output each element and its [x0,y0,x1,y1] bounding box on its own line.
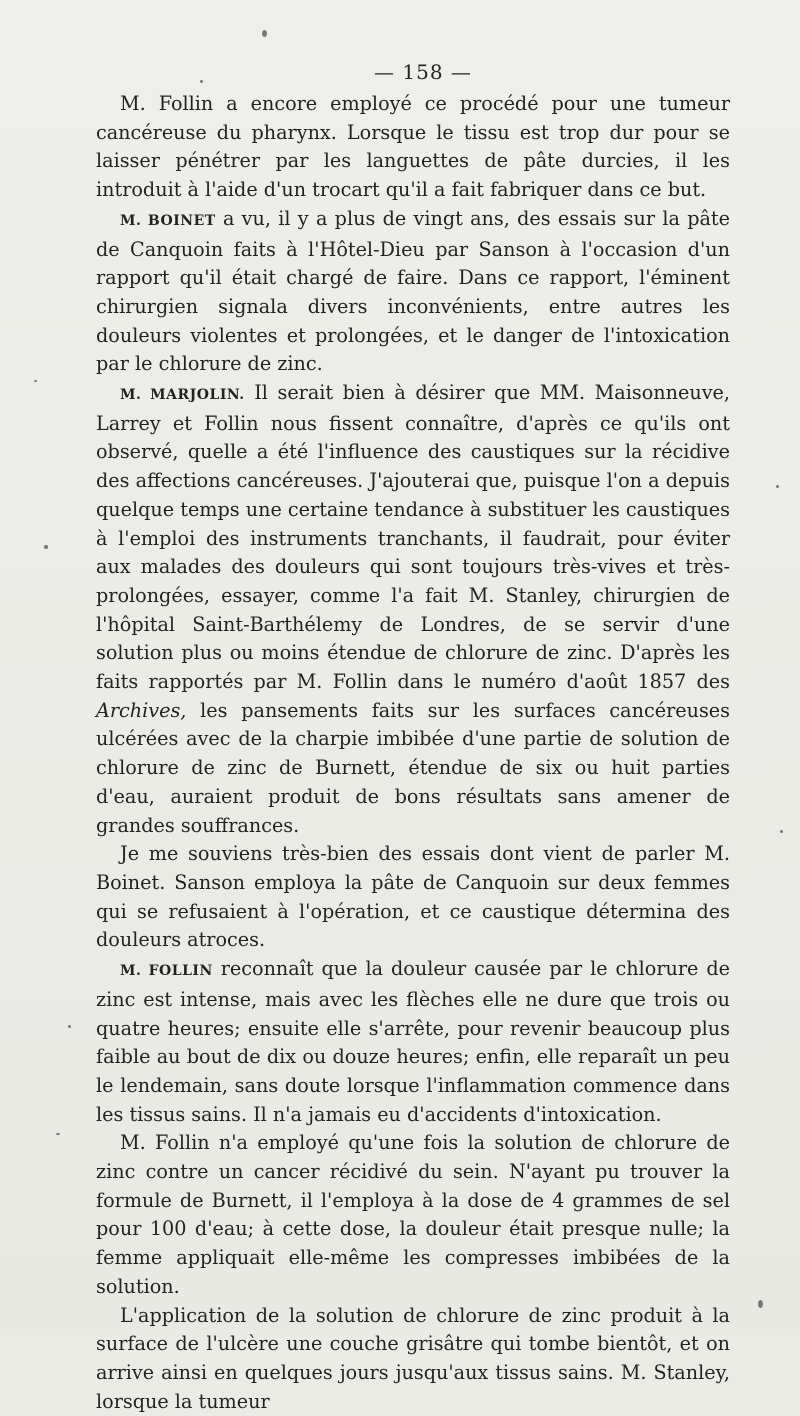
paragraph-text: M. Follin a encore employé ce procédé pour une tumeur cancéreuse du pharynx. Lorsque le tissu est trop dur pour se laisser pénétrer par les languettes de pâte durcies, il les introduit à l'aide d'un trocart qu'il a fait fabriquer dans ce but. [96,92,730,202]
paragraph-application [96,1302,730,1416]
journal-title: Archives, [96,698,187,722]
scan-speck [68,1025,71,1028]
paragraph-text: reconnaît que la douleur causée par le chlorure de zinc est intense, mais avec les flèches elle ne dure que trois ou quatre heures; ensuite elle s'arrête, pour revenir beaucoup plus faible au bout de dix ou douze heures; enfin, elle reparaît un peu le lendemain, sans doute lorsque l'inflammation commence dans les tissus sains. Il n'a jamais eu d'accidents d'intoxication. [96,957,730,1126]
scan-speck [780,830,783,833]
paragraph-marjolin [96,379,730,840]
scan-speck [200,80,203,83]
paragraph-text: L'application de la solution de chlorure de zinc produit à la surface de l'ulcère une couche grisâtre qui tombe bientôt, et on arrive ainsi en quelques jours jusqu'aux tissus sains. M. Stanley, lorsque la tumeur [96,1303,730,1413]
speaker-name: M. BOINET [120,212,216,229]
paragraph-follin-reply [96,955,730,1129]
scan-speck [776,485,779,488]
scan-speck [758,1300,763,1308]
paragraph-text: M. Follin n'a employé qu'une fois la solution de chlorure de zinc contre un cancer récidivé du sein. N'ayant pu trouver la formule de Burnett, il l'employa à la dose de 4 grammes de sel pour 100 d'eau; à cette dose, la douleur était presque nulle; la femme appliquait elle-même les compresses imbibées de la solution. [96,1131,730,1298]
page-number: — 158 — [374,60,472,84]
paragraph-text: a vu, il y a plus de vingt ans, des essais sur la pâte de Canquoin faits à l'Hôtel-Dieu par Sanson à l'occasion d'un rapport qu'il était chargé de faire. Dans ce rapport, l'éminent chirurgien signala divers inconvénients, entre autres les douleurs violentes et prolongées, et le danger de l'intoxication par le chlorure de zinc. [96,206,730,376]
speaker-name: M. MARJOLIN. [120,387,245,404]
paragraph-text: Je me souviens très-bien des essais dont vient de parler M. Boinet. Sanson employa la pâte de Canquoin sur deux femmes qui se refusaient à l'opération, et ce caustique détermina des douleurs atroces. [96,842,730,952]
paragraph-sanson-recollection [96,840,730,955]
scan-speck [56,1133,60,1135]
speaker-name: M. FOLLIN [120,963,213,980]
paragraph-follin-pharynx [96,90,730,205]
paragraph-text: Il serait bien à désirer que MM. Maisonneuve, Larrey et Follin nous fissent connaître, d'après ce qu'ils ont observé, quelle a été l'influence des caustiques sur la récidive des affections cancéreuses. J'ajouterai que, puisque l'on a depuis quelque temps une certaine tendance à substituer les caustiques à l'emploi des instruments tranchants, il faudrait, pour éviter aux malades des douleurs qui sont toujours très-vives et très-prolongées, essayer, comme l'a fait M. Stanley, chirurgien de l'hôpital Saint-Barthélemy de Londres, de se servir d'une solution plus ou moins étendue de chlorure de zinc. D'après les faits rapportés par M. Follin dans le numéro d'août 1857 des [96,381,730,694]
scan-speck [262,30,267,37]
paragraph-follin-breast-cancer [96,1129,730,1301]
scan-speck [34,380,37,382]
paragraph-boinet [96,205,730,379]
scan-speck [44,545,48,549]
paragraph-text-tail: les pansements faits sur les surfaces cancéreuses ulcérées avec de la charpie imbibée d'une partie de solution de chlorure de zinc de Burnett, étendue de six ou huit parties d'eau, auraient produit de bons résultats sans amener de grandes souffrances. [96,698,730,837]
